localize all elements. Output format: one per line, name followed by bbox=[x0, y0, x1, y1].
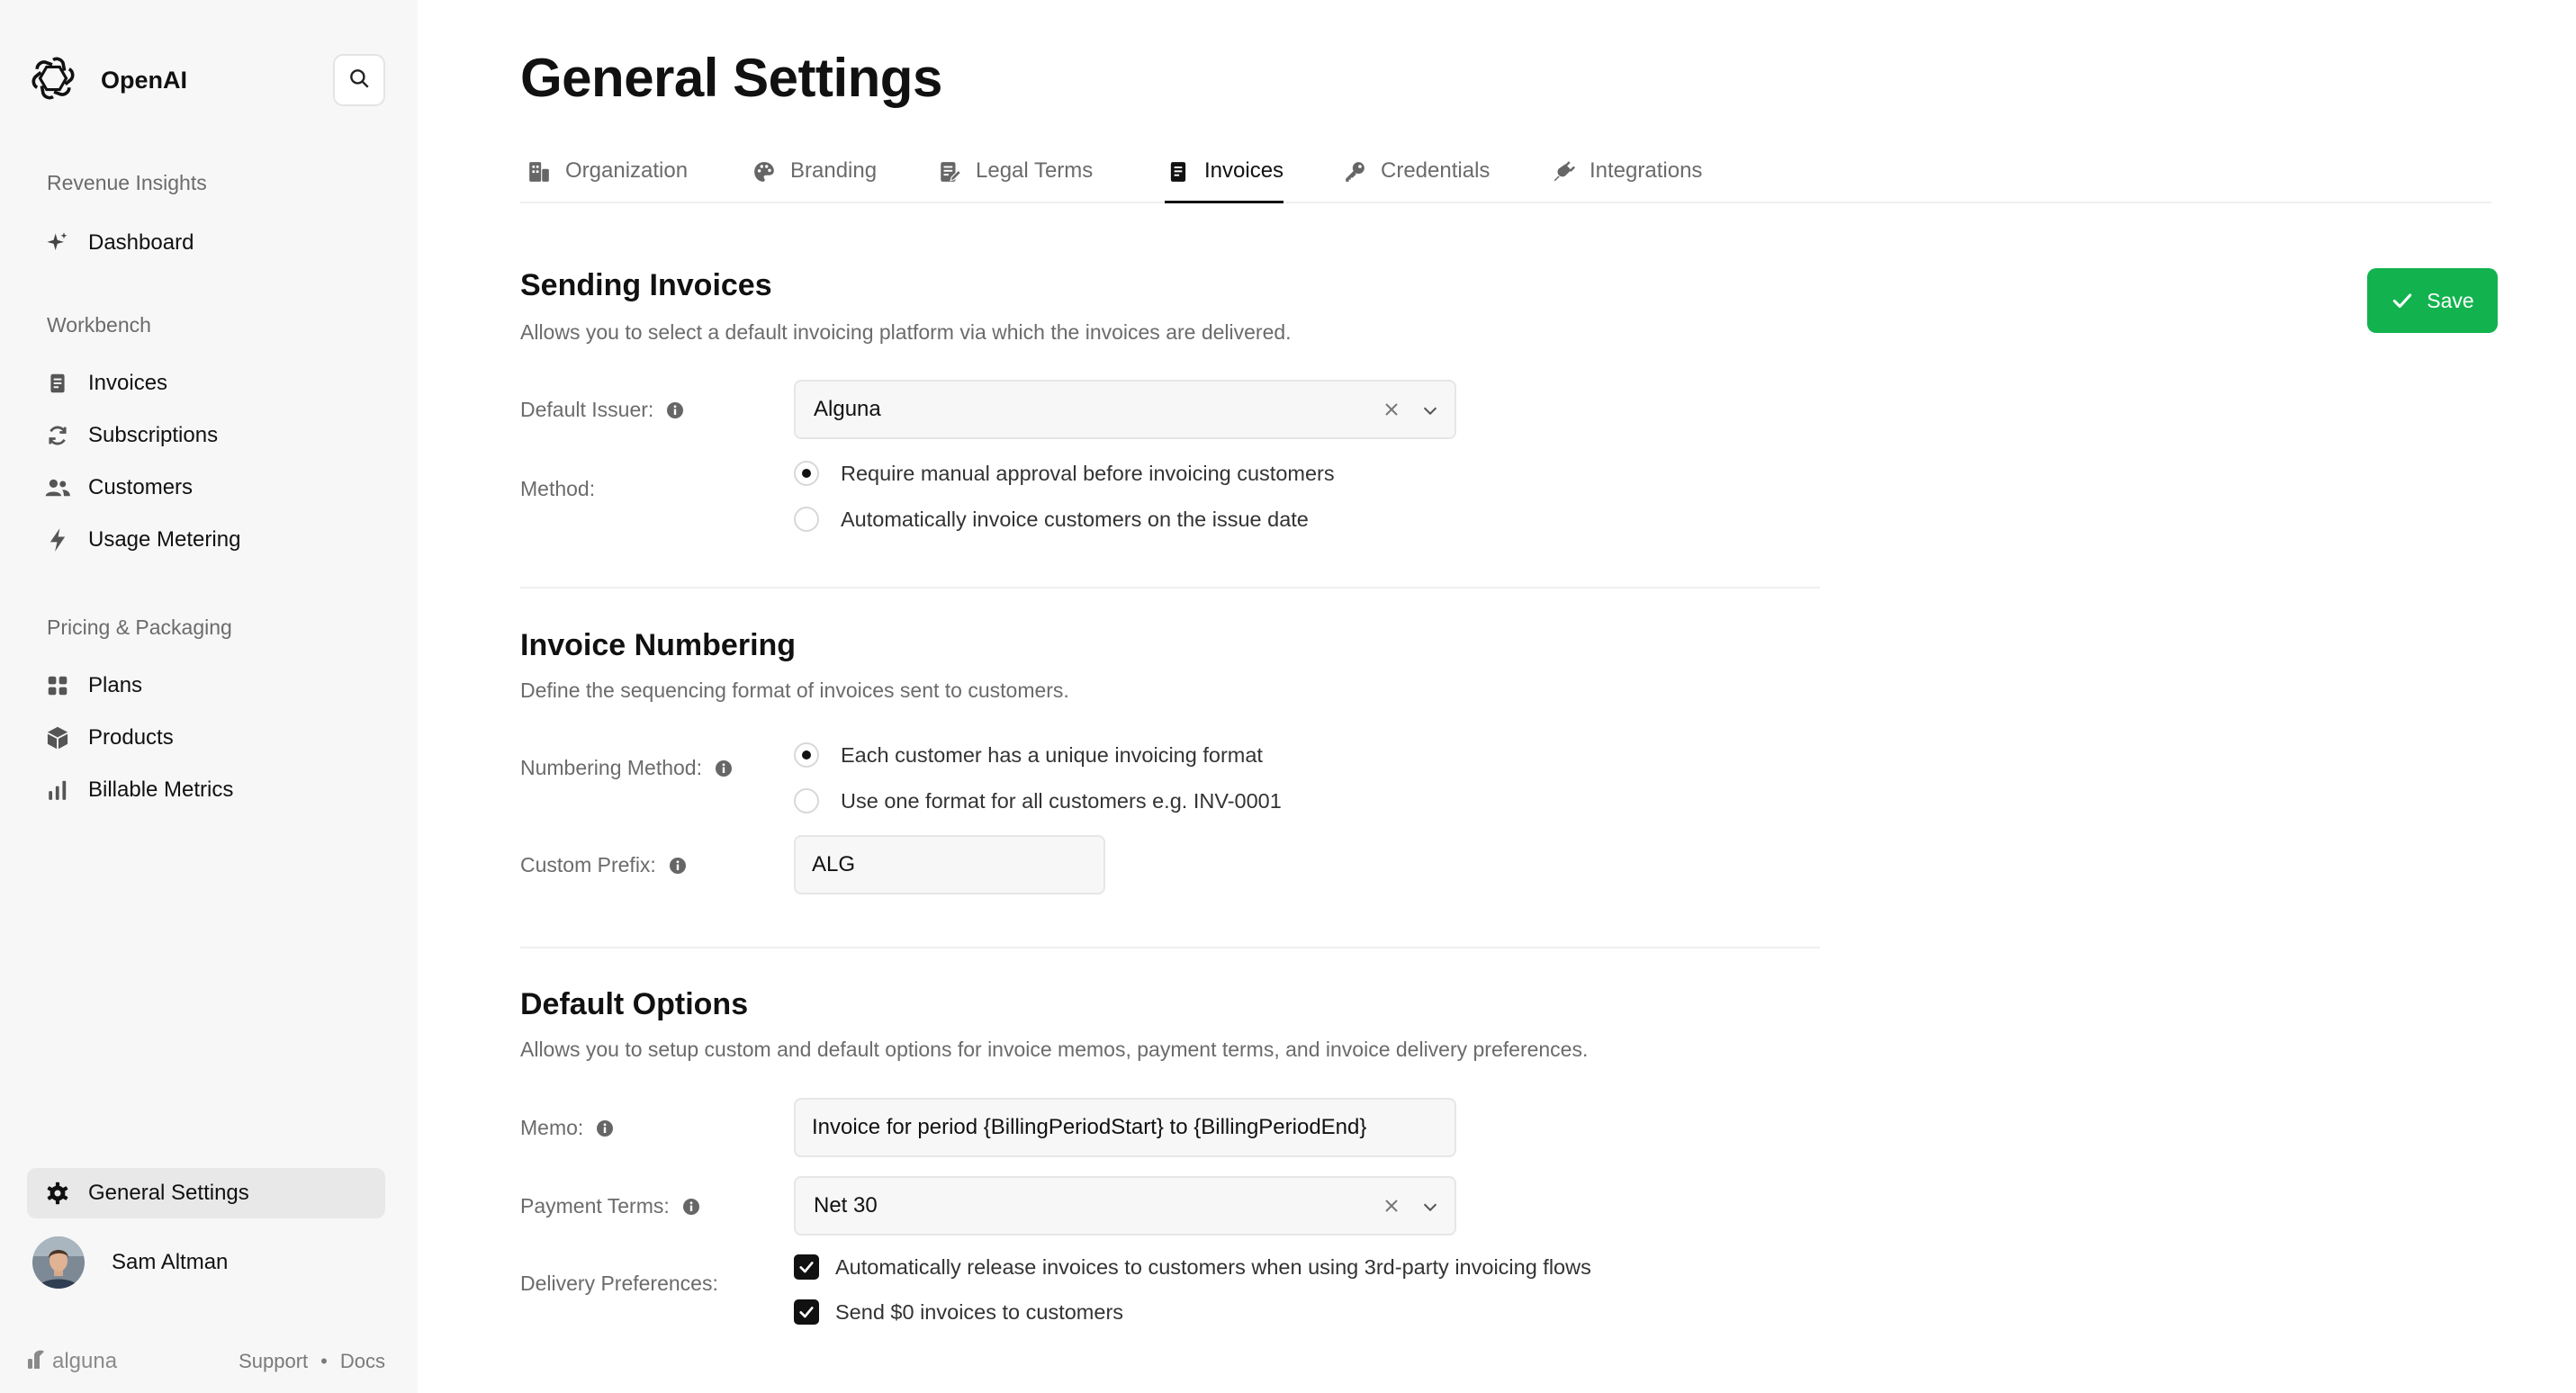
payment-terms-label bbox=[520, 1194, 700, 1218]
sidebar-item-label: Subscriptions bbox=[88, 423, 219, 447]
method-option-manual[interactable] bbox=[794, 461, 1335, 486]
plug-icon bbox=[1550, 158, 1577, 185]
alguna-logo-icon bbox=[27, 1348, 47, 1375]
radio-button[interactable] bbox=[794, 742, 819, 768]
sparkle-icon bbox=[40, 225, 76, 261]
brand-name: OpenAI bbox=[101, 67, 188, 94]
sidebar-item-label: Usage Metering bbox=[88, 527, 241, 552]
sidebar-item-label: General Settings bbox=[88, 1181, 249, 1205]
custom-prefix-input[interactable] bbox=[794, 835, 1105, 894]
radio-button[interactable] bbox=[794, 461, 819, 486]
sidebar-item-label: Dashboard bbox=[88, 230, 194, 255]
save-button[interactable] bbox=[2367, 268, 2498, 333]
user-profile[interactable] bbox=[32, 1236, 228, 1289]
tab-label: Invoices bbox=[1204, 158, 1284, 183]
method-option-automatic[interactable] bbox=[794, 507, 1309, 532]
section-title-sending-invoices: Sending Invoices bbox=[520, 268, 772, 302]
checkbox-label: Send $0 invoices to customers bbox=[835, 1299, 1124, 1324]
default-issuer-select[interactable] bbox=[794, 380, 1456, 439]
user-name: Sam Altman bbox=[112, 1250, 229, 1274]
numbering-method-label bbox=[520, 756, 733, 780]
section-title-pricing-packaging: Pricing & Packaging bbox=[47, 616, 232, 639]
section-description: Allows you to select a default invoicing platform via which the invoices are delivered. bbox=[520, 320, 1292, 344]
support-link[interactable]: Support bbox=[239, 1350, 309, 1372]
docs-link[interactable]: Docs bbox=[339, 1350, 385, 1372]
gear-icon bbox=[40, 1175, 76, 1211]
radio-label: Require manual approval before invoicing customers bbox=[841, 461, 1335, 485]
delivery-option-auto-release[interactable] bbox=[794, 1254, 1591, 1280]
field-label-text: Custom Prefix: bbox=[520, 853, 656, 876]
memo-input[interactable] bbox=[794, 1098, 1456, 1157]
memo-label bbox=[520, 1116, 614, 1140]
document-edit-icon bbox=[936, 158, 963, 185]
section-title-workbench: Workbench bbox=[47, 313, 151, 337]
sidebar-item-customers[interactable] bbox=[27, 463, 385, 513]
section-description: Allows you to setup custom and default options for invoice memos, payment terms, and invoice delivery preferences. bbox=[520, 1038, 1589, 1061]
input-value: ALG bbox=[812, 852, 856, 876]
tab-label: Organization bbox=[565, 158, 689, 183]
bar-chart-icon bbox=[40, 772, 76, 808]
radio-button[interactable] bbox=[794, 507, 819, 532]
section-description: Define the sequencing format of invoices sent to customers. bbox=[520, 679, 1069, 702]
tab-invoices[interactable] bbox=[1165, 158, 1283, 203]
save-button-label: Save bbox=[2427, 288, 2474, 312]
clear-icon[interactable] bbox=[1381, 399, 1402, 420]
key-icon bbox=[1341, 158, 1368, 185]
openai-logo-icon bbox=[27, 52, 79, 109]
delivery-preferences-label bbox=[520, 1272, 718, 1296]
field-label-text: Payment Terms: bbox=[520, 1194, 670, 1218]
bolt-icon bbox=[40, 522, 76, 558]
radio-label: Use one format for all customers e.g. INV-0001 bbox=[841, 788, 1282, 813]
sidebar-item-billable-metrics[interactable] bbox=[27, 765, 385, 815]
info-icon[interactable] bbox=[596, 1119, 614, 1137]
sidebar-item-subscriptions[interactable] bbox=[27, 410, 385, 461]
field-label-text: Memo: bbox=[520, 1116, 584, 1139]
sidebar-item-label: Products bbox=[88, 725, 174, 750]
radio-label: Automatically invoice customers on the issue date bbox=[841, 507, 1309, 531]
search-button[interactable] bbox=[333, 54, 385, 106]
clear-icon[interactable] bbox=[1381, 1195, 1402, 1217]
users-icon bbox=[40, 470, 76, 506]
sidebar-item-usage-metering[interactable] bbox=[27, 515, 385, 565]
sidebar-item-general-settings[interactable] bbox=[27, 1168, 385, 1218]
info-icon[interactable] bbox=[682, 1198, 700, 1216]
palette-icon bbox=[751, 158, 778, 185]
default-issuer-label bbox=[520, 398, 684, 422]
tab-credentials[interactable] bbox=[1341, 158, 1490, 203]
settings-tabs bbox=[520, 153, 2491, 203]
info-icon[interactable] bbox=[715, 759, 733, 777]
section-title-invoice-numbering: Invoice Numbering bbox=[520, 628, 797, 662]
checkbox-label: Automatically release invoices to customers when using 3rd-party invoicing flows bbox=[835, 1254, 1591, 1279]
sidebar-item-label: Plans bbox=[88, 673, 143, 697]
check-icon bbox=[2391, 289, 2414, 312]
numbering-option-shared[interactable] bbox=[794, 788, 1282, 813]
info-icon[interactable] bbox=[669, 857, 687, 875]
delivery-option-zero-invoices[interactable] bbox=[794, 1299, 1123, 1325]
refresh-icon bbox=[40, 418, 76, 454]
avatar bbox=[32, 1236, 85, 1289]
tab-integrations[interactable] bbox=[1550, 158, 1702, 203]
method-label bbox=[520, 477, 595, 501]
brand[interactable] bbox=[27, 52, 187, 109]
select-value: Alguna bbox=[814, 397, 881, 421]
field-label-text: Default Issuer: bbox=[520, 398, 654, 421]
radio-label: Each customer has a unique invoicing format bbox=[841, 742, 1263, 767]
alguna-logo-text: alguna bbox=[52, 1349, 118, 1373]
section-divider bbox=[520, 587, 1820, 589]
tab-label: Credentials bbox=[1381, 158, 1491, 183]
field-label-text: Method: bbox=[520, 477, 596, 500]
tab-organization[interactable] bbox=[526, 158, 688, 203]
sidebar-item-label: Customers bbox=[88, 475, 194, 499]
section-divider bbox=[520, 947, 1820, 948]
footer-links bbox=[239, 1350, 385, 1373]
cube-icon bbox=[40, 720, 76, 756]
grid-icon bbox=[40, 668, 76, 704]
section-title-revenue-insights: Revenue Insights bbox=[47, 171, 207, 194]
sidebar-footer bbox=[27, 1348, 385, 1375]
radio-button[interactable] bbox=[794, 788, 819, 813]
sidebar-item-plans[interactable] bbox=[27, 661, 385, 711]
invoice-icon bbox=[40, 365, 76, 401]
info-icon[interactable] bbox=[666, 401, 684, 419]
tab-label: Integrations bbox=[1590, 158, 1703, 183]
sidebar-item-label: Invoices bbox=[88, 371, 168, 395]
payment-terms-select[interactable] bbox=[794, 1176, 1456, 1236]
numbering-option-unique[interactable] bbox=[794, 742, 1263, 768]
sidebar-item-dashboard[interactable] bbox=[27, 218, 385, 268]
input-value: Invoice for period {BillingPeriodStart} to {BillingPeriodEnd} bbox=[812, 1115, 1367, 1139]
building-icon bbox=[526, 158, 553, 185]
search-icon bbox=[347, 67, 371, 94]
sidebar bbox=[0, 0, 418, 1393]
checkbox[interactable] bbox=[794, 1254, 819, 1280]
chevron-down-icon[interactable] bbox=[1420, 1197, 1440, 1217]
field-label-text: Numbering Method: bbox=[520, 756, 702, 779]
footer-separator: • bbox=[320, 1350, 328, 1372]
tab-label: Branding bbox=[790, 158, 878, 183]
checkbox[interactable] bbox=[794, 1299, 819, 1325]
invoice-icon bbox=[1165, 158, 1192, 185]
tab-branding[interactable] bbox=[751, 158, 877, 203]
sidebar-item-invoices[interactable] bbox=[27, 358, 385, 409]
field-label-text: Delivery Preferences: bbox=[520, 1272, 718, 1295]
page-title: General Settings bbox=[520, 48, 942, 108]
select-value: Net 30 bbox=[814, 1193, 878, 1218]
sidebar-item-label: Billable Metrics bbox=[88, 777, 234, 802]
sidebar-item-products[interactable] bbox=[27, 713, 385, 763]
section-title-default-options: Default Options bbox=[520, 987, 749, 1021]
tab-legal-terms[interactable] bbox=[936, 158, 1093, 203]
chevron-down-icon[interactable] bbox=[1420, 400, 1440, 420]
tab-label: Legal Terms bbox=[976, 158, 1094, 183]
custom-prefix-label bbox=[520, 853, 687, 877]
